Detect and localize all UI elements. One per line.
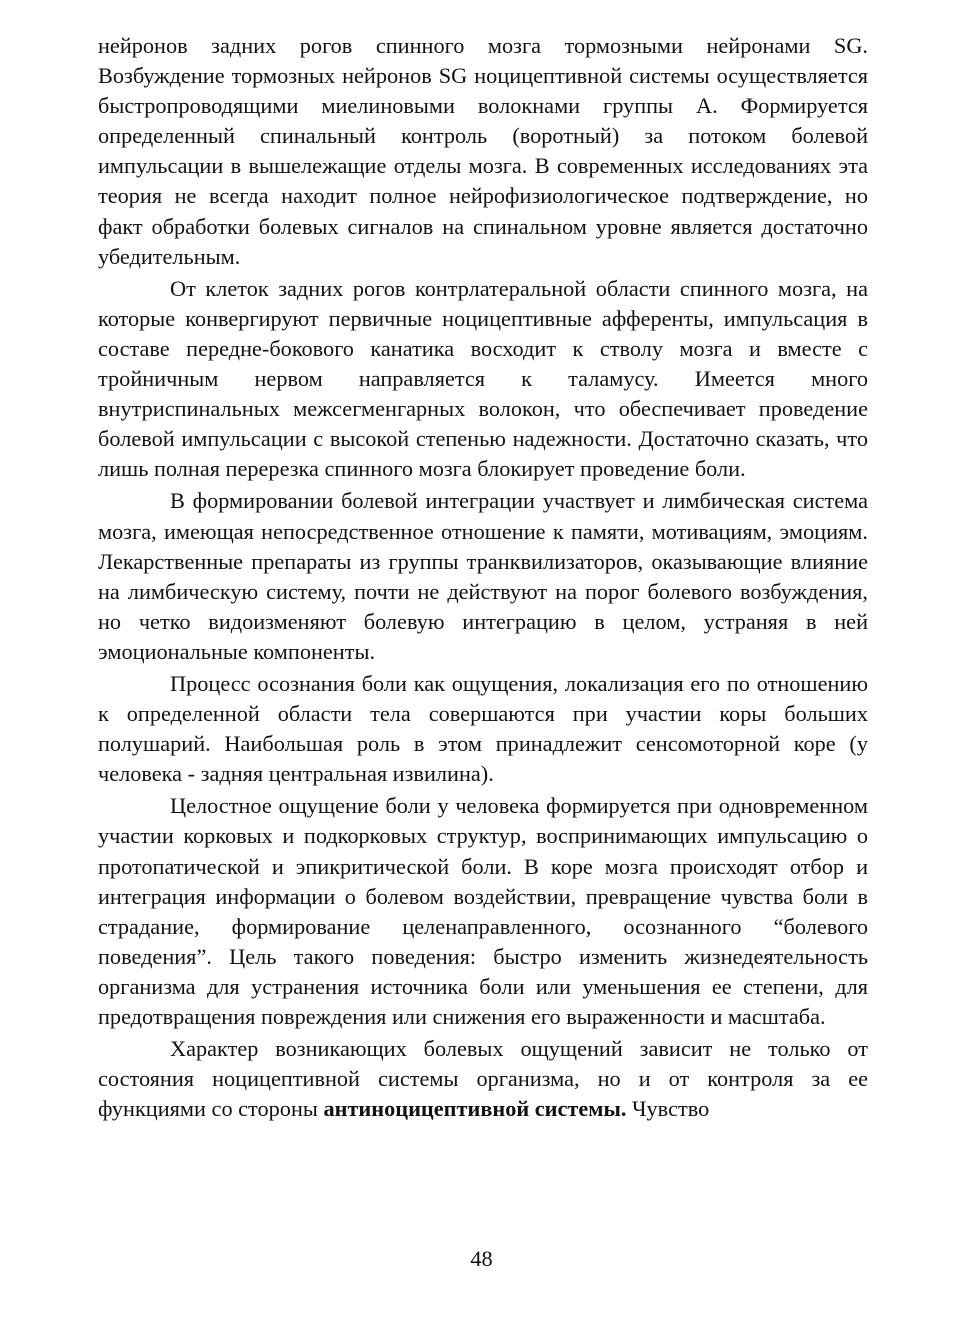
paragraph-5: Целостное ощущение боли у человека формируется при одновременном участии корковых и подкорковых структур, воспринимающих импульсацию о протопатической и эпикритической боли. В коре мозга происходят отбор и интеграция информации о болевом воздействии, превращение чувства боли в страдание, формирование целенаправленного, осознанного “болевого поведения”. Цель такого поведения: быстро изменить жизнедеятельность организма для устранения источника боли или уменьшения ее степени, для предотвращения повреждения или снижения его выраженности и масштаба. [98,793,868,1029]
paragraph-6-text-start: Характер возникающих болевых ощущений зависит не только от состояния ноцицептивной системы организма, но и от контроля за ее функциями со стороны [98,1036,868,1122]
document-page [98,31,868,1124]
page-number: 48 [470,1246,493,1271]
paragraph-6 [98,1034,868,1124]
paragraph-6-text-end: Чувство [626,1096,710,1122]
paragraph-3: В формировании болевой интеграции участвует и лимбическая система мозга, имеющая непосредственное отношение к памяти, мотивациям, эмоциям. Лекарственные препараты из группы транквилизаторов, оказывающие влияние на лимбическую систему, почти не действуют на порог болевого возбуждения, но четко видоизменяют болевую интеграцию в целом, устраняя в ней эмоциональные компоненты. [98,488,868,664]
paragraph-4: Процесс осознания боли как ощущения, локализация его по отношению к определенной области тела совершаются при участии коры больших полушарий. Наибольшая роль в этом принадлежит сенсомоторной коре (у человека - задняя центральная извилина). [98,670,868,787]
paragraph-1: нейронов задних рогов спинного мозга тормозными нейронами SG. Возбуждение тормозных нейронов SG ноцицептивной системы осуществляется быстропроводящими миелиновыми волокнами группы А. Формируется определенный спинальный контроль (воротный) за потоком болевой импульсации в вышележащие отделы мозга. В современных исследованиях эта теория не всегда находит полное нейрофизиологическое подтверждение, но факт обработки болевых сигналов на спинальном уровне является достаточно убедительным. [98,33,868,269]
paragraph-6-bold-term: антиноцицептивной системы. [323,1096,627,1122]
paragraph-2: От клеток задних рогов контрлатеральной области спинного мозга, на которые конвергируют первичные ноцицептивные афференты, импульсация в составе передне-бокового канатика восходит к стволу мозга и вместе с тройничным нервом направляется к таламусу. Имеется много внутриспинальных межсегменгарных волокон, что обеспечивает проведение болевой импульсации с высокой степенью надежности. Достаточно сказать, что лишь полная перерезка спинного мозга блокирует проведение боли. [98,275,868,482]
